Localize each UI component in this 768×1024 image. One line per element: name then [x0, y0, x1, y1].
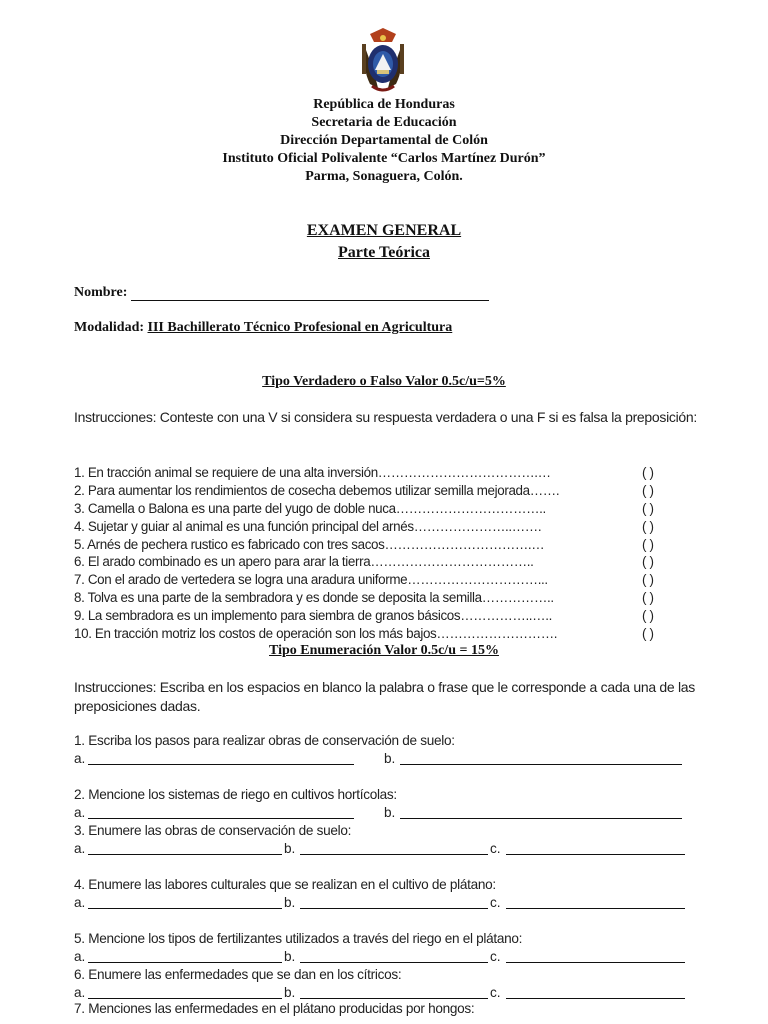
answer-blank-line[interactable]	[88, 997, 282, 999]
true-false-instructions: Instrucciones: Conteste con una V si considera su respuesta verdadera o una F si es falsa la preposición:	[74, 409, 697, 425]
name-field-row	[74, 285, 489, 301]
answer-parentheses[interactable]: ( )	[642, 608, 654, 624]
modalidad-row	[74, 320, 452, 336]
true-false-item	[74, 625, 674, 643]
answer-parentheses[interactable]: ( )	[642, 482, 654, 498]
enumeration-question: 6. Enumere las enfermedades que se dan en los cítricos:	[74, 967, 402, 982]
header-line-country: República de Honduras	[313, 97, 455, 112]
exam-subtitle: Parte Teórica	[338, 244, 430, 261]
answer-letter: c.	[490, 949, 501, 964]
header-line-location: Parma, Sonaguera, Colón.	[305, 169, 463, 184]
true-false-item-text: 6. El arado combinado es un apero para arar la tierra………………………………..	[74, 554, 534, 570]
enumeration-question: 7. Menciones las enfermedades en el plátano producidas por hongos:	[74, 1001, 475, 1016]
enumeration-question: 4. Enumere las labores culturales que se realizan en el cultivo de plátano:	[74, 877, 496, 892]
answer-letter: a.	[74, 985, 86, 1000]
true-false-item-text: 7. Con el arado de vertedera se logra una aradura uniforme…………………………...	[74, 572, 548, 588]
true-false-list	[74, 464, 674, 643]
answer-blank-line[interactable]	[88, 763, 354, 765]
header-line-secretaria: Secretaria de Educación	[311, 115, 457, 130]
true-false-item	[74, 500, 674, 518]
true-false-item-text: 10. En tracción motriz los costos de operación son los más bajos……………………….	[74, 626, 558, 642]
answer-letter: b.	[284, 895, 296, 910]
true-false-item-text: 1. En tracción animal se requiere de una alta inversión……………………………….…	[74, 465, 551, 480]
answer-parentheses[interactable]: ( )	[642, 536, 654, 552]
enumeration-question: 1. Escriba los pasos para realizar obras de conservación de suelo:	[74, 733, 455, 748]
answer-letter: c.	[490, 985, 501, 1000]
true-false-item-text: 5. Arnés de pechera rustico es fabricado con tres sacos…………………………….…	[74, 536, 545, 552]
true-false-title: Tipo Verdadero o Falso Valor 0.5c/u=5%	[262, 374, 506, 389]
true-false-item-text: 2. Para aumentar los rendimientos de cosecha debemos utilizar semilla mejorada…….	[74, 482, 560, 498]
answer-parentheses[interactable]: ( )	[642, 518, 654, 534]
answer-parentheses[interactable]: ( )	[642, 465, 654, 480]
enumeration-question: 2. Mencione los sistemas de riego en cultivos hortícolas:	[74, 787, 397, 802]
answer-parentheses[interactable]: ( )	[642, 500, 654, 516]
answer-letter: c.	[490, 841, 501, 856]
enumeration-title: Tipo Enumeración Valor 0.5c/u = 15%	[269, 643, 499, 658]
answer-blank-line[interactable]	[88, 907, 282, 909]
answer-blank-line[interactable]	[88, 853, 282, 855]
answer-blank-line[interactable]	[300, 961, 488, 963]
answer-blank-line[interactable]	[400, 817, 682, 819]
true-false-item-text: 3. Camella o Balona es una parte del yugo de doble nuca……………………………..	[74, 500, 546, 516]
true-false-item	[74, 589, 674, 607]
answer-blank-line[interactable]	[400, 763, 682, 765]
answer-letter: b.	[284, 985, 296, 1000]
answer-letter: a.	[74, 895, 86, 910]
true-false-item	[74, 536, 674, 554]
answer-blank-line[interactable]	[506, 907, 685, 909]
answer-parentheses[interactable]: ( )	[642, 554, 654, 570]
school-header	[0, 96, 768, 186]
true-false-item	[74, 518, 674, 536]
enumeration-question: 3. Enumere las obras de conservación de suelo:	[74, 823, 352, 838]
answer-letter: b.	[284, 949, 296, 964]
answer-letter: c.	[490, 895, 501, 910]
answer-letter: a.	[74, 805, 86, 820]
answer-letter: b.	[384, 751, 396, 766]
answer-letter: a.	[74, 841, 86, 856]
answer-blank-line[interactable]	[506, 997, 685, 999]
true-false-item	[74, 571, 674, 589]
answer-blank-line[interactable]	[300, 907, 488, 909]
true-false-item	[74, 464, 674, 482]
modalidad-label: Modalidad:	[74, 320, 145, 335]
header-line-instituto: Instituto Oficial Polivalente “Carlos Martínez Durón”	[222, 151, 546, 166]
answer-parentheses[interactable]: ( )	[642, 626, 654, 642]
answer-letter: a.	[74, 949, 86, 964]
true-false-item-text: 4. Sujetar y guiar al animal es una función principal del arnés…………………..…….	[74, 518, 542, 534]
answer-blank-line[interactable]	[88, 961, 282, 963]
answer-letter: b.	[284, 841, 296, 856]
answer-parentheses[interactable]: ( )	[642, 572, 654, 588]
answer-blank-line[interactable]	[88, 817, 354, 819]
true-false-item	[74, 607, 674, 625]
name-label: Nombre:	[74, 285, 128, 300]
name-input-line[interactable]	[131, 286, 489, 301]
true-false-item-text: 8. Tolva es una parte de la sembradora y es donde se deposita la semilla……………..	[74, 590, 554, 606]
answer-blank-line[interactable]	[506, 853, 685, 855]
answer-blank-line[interactable]	[300, 997, 488, 999]
true-false-item-text: 9. La sembradora es un implemento para siembra de granos básicos……………..…..	[74, 608, 552, 624]
enumeration-question: 5. Mencione los tipos de fertilizantes utilizados a través del riego en el plátano:	[74, 931, 523, 946]
header-line-direccion: Dirección Departamental de Colón	[280, 133, 488, 148]
exam-title: EXAMEN GENERAL	[306, 222, 462, 239]
coat-of-arms-icon	[356, 28, 410, 94]
answer-blank-line[interactable]	[300, 853, 488, 855]
answer-letter: a.	[74, 751, 86, 766]
true-false-item	[74, 553, 674, 571]
enumeration-instructions: Instrucciones: Escriba en los espacios en blanco la palabra o frase que le corresponde a cada una de las preposiciones dadas.	[74, 679, 695, 714]
answer-blank-line[interactable]	[506, 961, 685, 963]
answer-parentheses[interactable]: ( )	[642, 590, 654, 606]
true-false-item	[74, 482, 674, 500]
modalidad-value: III Bachillerato Técnico Profesional en Agricultura	[147, 320, 453, 335]
answer-letter: b.	[384, 805, 396, 820]
